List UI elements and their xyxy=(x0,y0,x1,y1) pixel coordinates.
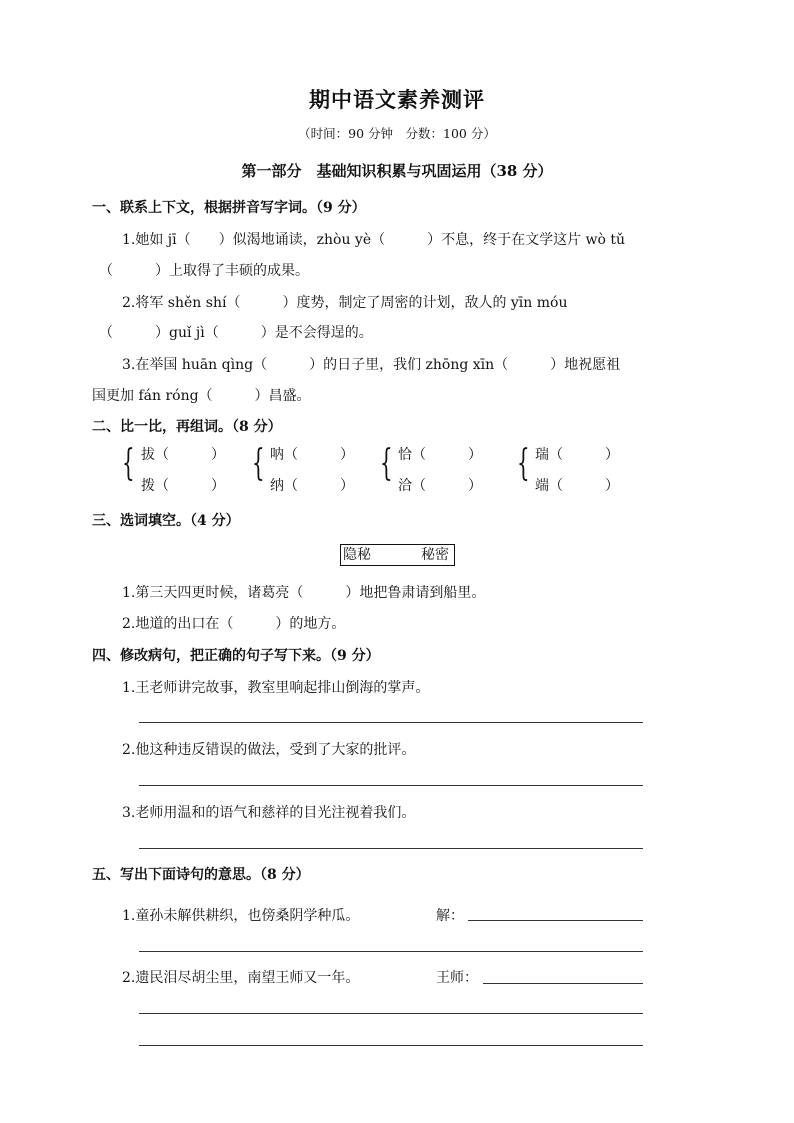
answer-line[interactable] xyxy=(139,1013,643,1014)
s5-q1-label: 解： xyxy=(436,908,464,924)
brace-icon: { xyxy=(122,443,135,484)
q1-line-2: （ ）上取得了丰硕的成果。 xyxy=(99,263,309,279)
q2-line-1: 2.将军 shěn shí（ ）度势，制定了周密的计划，敌人的 yīn móu xyxy=(122,295,568,311)
q3-line-1: 3.在举国 huān qìng（ ）的日子里，我们 zhōng xīn（ ）地祝愿祖 xyxy=(122,357,621,373)
brace-icon: { xyxy=(252,443,265,484)
section-5-heading: 五、写出下面诗句的意思。（8 分） xyxy=(92,867,310,883)
pair-bottom: 端（ ） xyxy=(535,478,619,494)
pair-top: 呐（ ） xyxy=(270,447,354,463)
brace-icon: { xyxy=(380,443,393,484)
answer-line[interactable] xyxy=(139,951,643,952)
brace-icon: { xyxy=(517,443,530,484)
pair-bottom: 洽（ ） xyxy=(398,478,482,494)
section-4-heading: 四、修改病句，把正确的句子写下来。（9 分） xyxy=(92,648,380,664)
char-pair-2 xyxy=(270,440,354,502)
pair-bottom: 拨（ ） xyxy=(141,478,225,494)
pair-top: 拔（ ） xyxy=(141,447,225,463)
word-box xyxy=(340,544,455,566)
s5-q2-label: 王师： xyxy=(436,970,478,986)
s4-q3: 3.老师用温和的语气和慈祥的目光注视着我们。 xyxy=(122,805,416,821)
pair-top: 恰（ ） xyxy=(398,447,482,463)
word-option: 秘密 xyxy=(421,547,449,563)
part-heading: 第一部分 基础知识积累与巩固运用（38 分） xyxy=(241,162,553,180)
s4-q2: 2.他这种违反错误的做法，受到了大家的批评。 xyxy=(122,742,416,758)
answer-line[interactable] xyxy=(468,920,643,921)
answer-line[interactable] xyxy=(139,785,643,786)
char-pair-1 xyxy=(141,440,225,502)
q3-line-2: 国更加 fán róng（ ）昌盛。 xyxy=(92,388,311,404)
page-title: 期中语文素养测评 xyxy=(309,87,485,112)
section-1-heading: 一、联系上下文，根据拼音写字词。（9 分） xyxy=(92,200,366,216)
s4-q1: 1.王老师讲完故事，教室里响起排山倒海的掌声。 xyxy=(122,680,430,696)
answer-line[interactable] xyxy=(139,848,643,849)
char-pair-3 xyxy=(398,440,482,502)
answer-line[interactable] xyxy=(139,1045,643,1046)
q1-line-1: 1.她如 jī（ ）似渴地诵读，zhòu yè（ ）不息，终于在文学这片 wò tǔ xyxy=(122,232,626,248)
s3-q1: 1.第三天四更时候，诸葛亮（ ）地把鲁肃请到船里。 xyxy=(122,585,486,601)
answer-line[interactable] xyxy=(483,983,643,984)
word-option: 隐秘 xyxy=(343,547,371,563)
q2-line-2: （ ）guǐ jì（ ）是不会得逞的。 xyxy=(99,325,373,341)
exam-info: （时间：90 分钟 分数：100 分） xyxy=(298,126,496,141)
s3-q2: 2.地道的出口在（ ）的地方。 xyxy=(122,616,346,632)
s5-q1: 1.童孙未解供耕织，也傍桑阴学种瓜。 xyxy=(122,908,360,924)
pair-bottom: 纳（ ） xyxy=(270,478,354,494)
s5-q2: 2.遗民泪尽胡尘里，南望王师又一年。 xyxy=(122,970,360,986)
section-3-heading: 三、选词填空。（4 分） xyxy=(92,513,240,529)
pair-top: 瑞（ ） xyxy=(535,447,619,463)
section-2-heading: 二、比一比，再组词。（8 分） xyxy=(92,419,282,435)
answer-line[interactable] xyxy=(139,722,643,723)
char-pair-4 xyxy=(535,440,619,502)
